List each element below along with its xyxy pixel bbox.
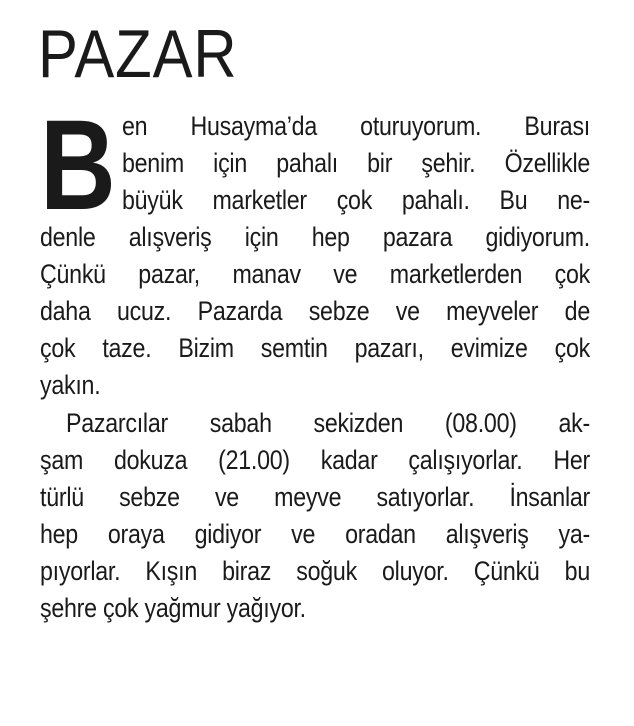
paragraph-1-line: denle alışveriş için hep pazara gidiyorum. — [40, 222, 591, 252]
paragraph-2-line: şehre çok yağmur yağıyor. — [40, 593, 306, 623]
paragraph-2-line: türlü sebze ve meyve satıyorlar. İnsanlar — [40, 482, 591, 512]
paragraph-1-line: yakın. — [40, 370, 101, 400]
article-title: PAZAR — [38, 16, 238, 92]
paragraph-2-line: Pazarcılar sabah sekizden (08.00) ak- — [66, 408, 590, 438]
article-body — [40, 94, 591, 627]
paragraph-2 — [40, 405, 590, 627]
paragraph-1-line: çok taze. Bizim semtin pazarı, evimize çok — [40, 333, 591, 363]
paragraph-2-line: hep oraya gidiyor ve oradan alışveriş ya- — [40, 519, 591, 549]
paragraph-2-line: şam dokuza (21.00) kadar çalışıyorlar. Her — [40, 445, 590, 475]
paragraph-1-line: benim için pahalı bir şehir. Özellikle — [122, 148, 591, 178]
paragraph-1-line: büyük marketler çok pahalı. Bu ne- — [122, 185, 591, 215]
paragraph-2-line: pıyorlar. Kışın biraz soğuk oluyor. Çünkü bu — [40, 556, 590, 586]
drop-cap: B — [40, 94, 116, 237]
paragraph-1-line: daha ucuz. Pazarda sebze ve meyveler de — [40, 296, 590, 326]
paragraph-1-line: Çünkü pazar, manav ve marketlerden çok — [40, 259, 590, 289]
paragraph-1 — [40, 94, 591, 404]
paragraph-1-line: en Husayma’da oturuyorum. Burası — [122, 111, 591, 141]
